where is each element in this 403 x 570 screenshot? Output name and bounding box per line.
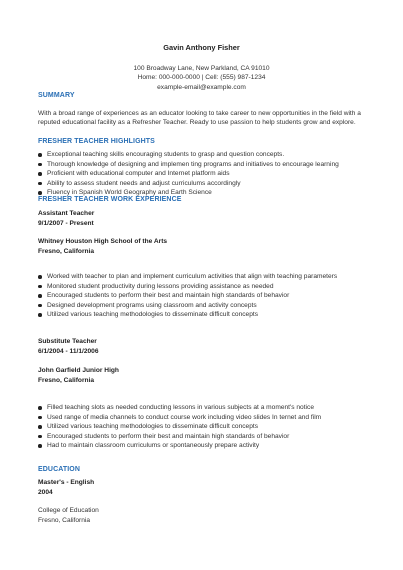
job-location: Fresno, California — [38, 248, 95, 255]
bullet-icon — [38, 425, 42, 429]
list-item: Designed development programs using classroom and activity concepts — [38, 301, 337, 311]
list-item: Thorough knowledge of designing and implemen ting programs and initiatives to encourage learning — [38, 160, 339, 170]
list-item: Utilized various teaching methodologies to disseminate difficult concepts — [38, 310, 337, 320]
bullet-icon — [38, 406, 42, 410]
list-item: Encouraged students to perform their best and maintain high standards of behavior — [38, 291, 337, 301]
job-duties-list — [38, 403, 321, 451]
bullet-icon — [38, 191, 42, 195]
job-duties-list — [38, 272, 337, 320]
bullet-icon — [38, 444, 42, 448]
bullet-icon — [38, 153, 42, 157]
bullet-icon — [38, 182, 42, 186]
bullet-icon — [38, 275, 42, 279]
list-item: Utilized various teaching methodologies to disseminate difficult concepts — [38, 422, 321, 432]
degree: Master's - English — [38, 479, 95, 486]
address-line: 100 Broadway Lane, New Parkland, CA 91010 — [133, 65, 270, 72]
list-item: Ability to assess student needs and adjust curriculums accordingly — [38, 179, 339, 189]
highlights-list — [38, 150, 339, 198]
bullet-icon — [38, 304, 42, 308]
job-employer: Whitney Houston High School of the Arts — [38, 238, 168, 245]
job-location: Fresno, California — [38, 377, 95, 384]
job-dates: 9/1/2007 - Present — [38, 220, 94, 227]
job-role: Substitute Teacher — [38, 338, 97, 345]
list-item: Worked with teacher to plan and implement curriculum activities that align with teaching parameters — [38, 272, 337, 282]
list-item: Filled teaching slots as needed conducting lessons in various subjects at a moment's notice — [38, 403, 321, 413]
school-name: College of Education — [38, 507, 99, 514]
list-item: Proficient with educational computer and Internet platform aids — [38, 169, 339, 179]
education-heading: EDUCATION — [38, 466, 80, 473]
experience-heading: FRESHER TEACHER WORK EXPERIENCE — [38, 196, 182, 203]
list-item: Monitored student productivity during lessons providing assistance as needed — [38, 282, 337, 292]
bullet-icon — [38, 313, 42, 317]
list-item: Used range of media channels to conduct course work including video slides In ternet and film — [38, 413, 321, 423]
degree-year: 2004 — [38, 489, 53, 496]
bullet-icon — [38, 294, 42, 298]
job-dates: 6/1/2004 - 11/1/2006 — [38, 348, 99, 355]
summary-heading: SUMMARY — [38, 92, 75, 99]
bullet-icon — [38, 285, 42, 289]
highlights-heading: FRESHER TEACHER HIGHLIGHTS — [38, 138, 155, 145]
job-employer: John Garfield Junior High — [38, 367, 119, 374]
school-location: Fresno, California — [38, 517, 91, 524]
list-item: Had to maintain classroom curriculums or spontaneously prepare activity — [38, 441, 321, 451]
email-line: example-email@example.com — [157, 84, 246, 91]
list-item: Fluency in Spanish World Geography and Earth Science — [38, 188, 339, 198]
bullet-icon — [38, 435, 42, 439]
summary-text: With a broad range of experiences as an educator looking to take career to new opportunities in the field with a reputed educational facility as a Refresher Teacher. Ready to use passion to help students grow and explore. — [38, 110, 361, 127]
list-item: Encouraged students to perform their best and maintain high standards of behavior — [38, 432, 321, 442]
bullet-icon — [38, 163, 42, 167]
bullet-icon — [38, 172, 42, 176]
list-item: Exceptional teaching skills encouraging students to grasp and question concepts. — [38, 150, 339, 160]
job-role: Assistant Teacher — [38, 210, 95, 217]
bullet-icon — [38, 416, 42, 420]
candidate-name: Gavin Anthony Fisher — [163, 43, 240, 52]
phone-line: Home: 000-000-0000 | Cell: (555) 987-1234 — [137, 74, 266, 81]
